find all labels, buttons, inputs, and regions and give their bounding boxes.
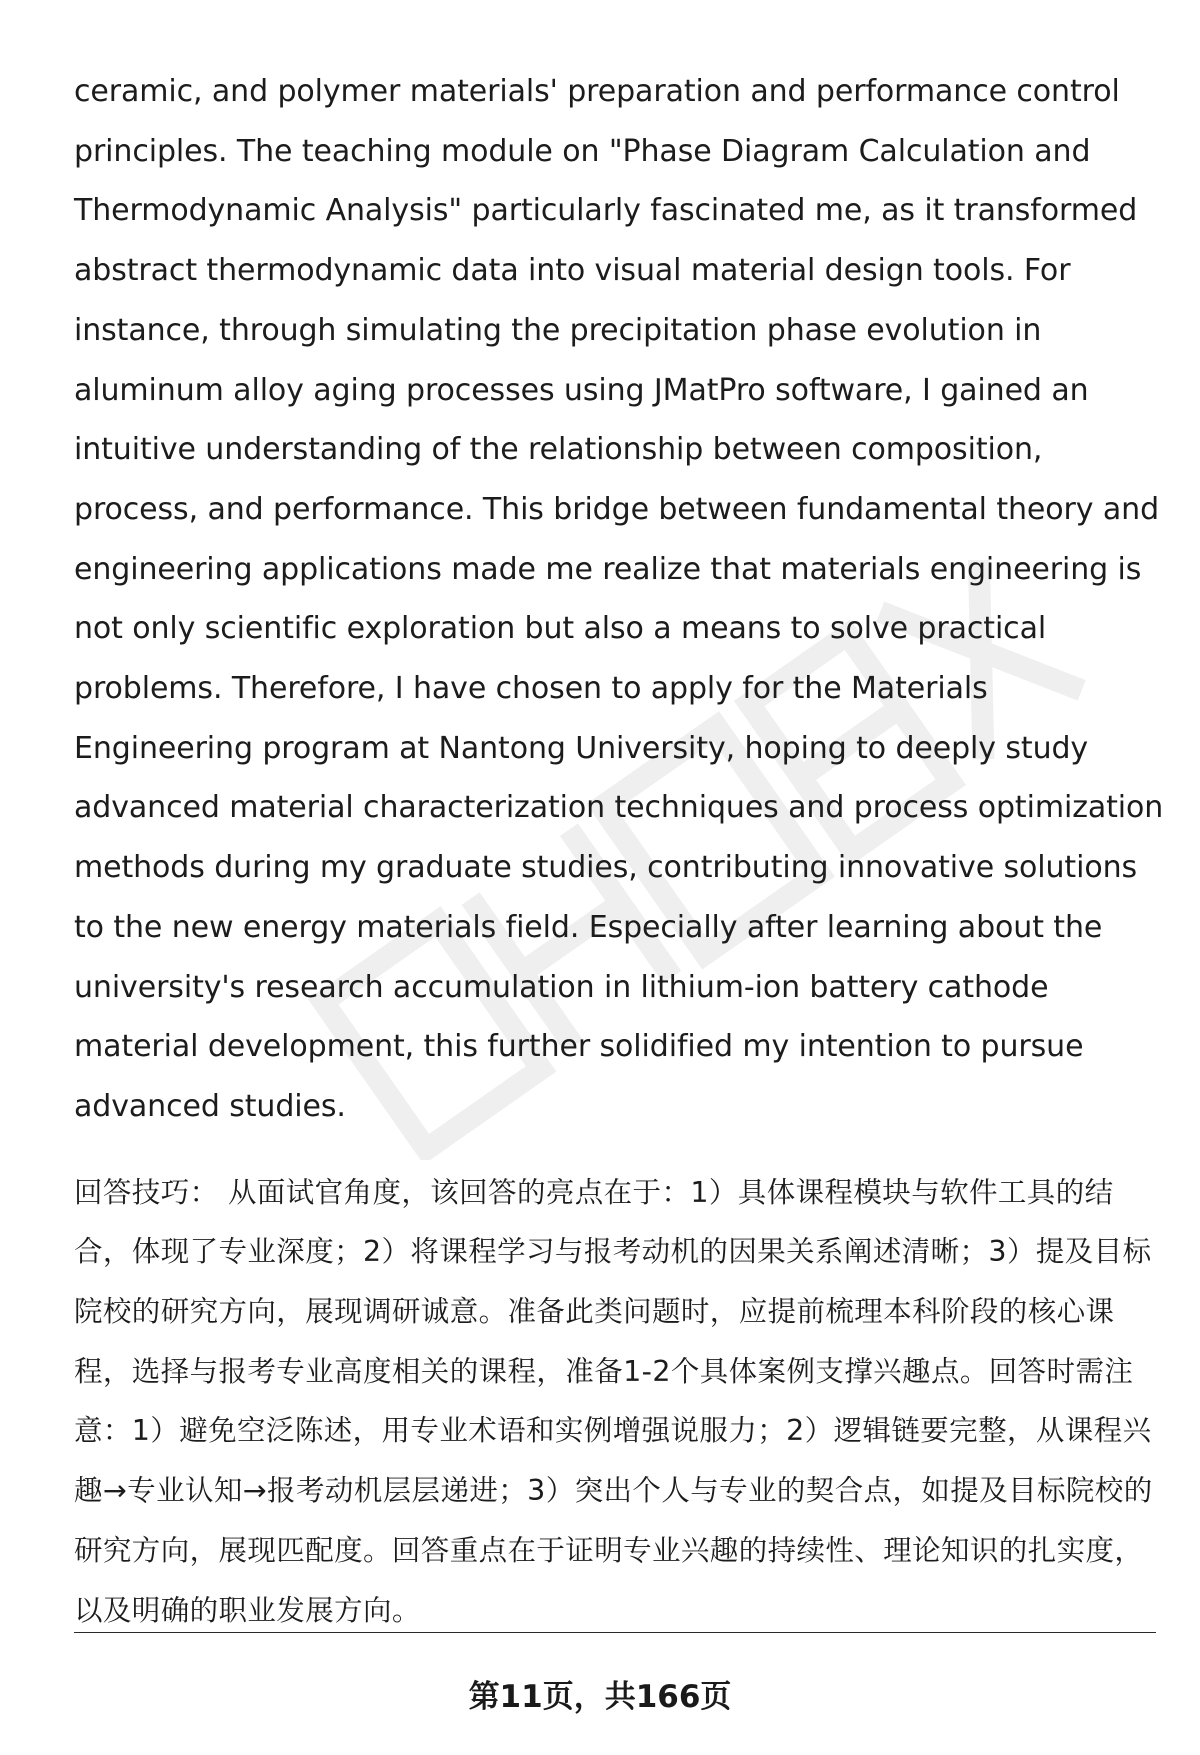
page-number: 第11页，共166页 (468, 1679, 732, 1715)
footer-divider (74, 1632, 1156, 1633)
answer-tips-paragraph: 回答技巧： 从面试官角度，该回答的亮点在于：1）具体课程模块与软件工具的结合，体现了专业深度；2）将课程学习与报考动机的因果关系阐述清晰；3）提及目标院校的研究方向，展现调研诚意。准备此类问题时，应提前梳理本科阶段的核心课程，选择与报考专业高度相关的课程，准备1-2个具体案例支撑兴趣点。回答时需注意：1）避免空泛陈述，用专业术语和实例增强说服力；2）逻辑链要完整，从课程兴趣→专业认知→报考动机层层递进；3）突出个人与专业的契合点，如提及目标院校的研究方向，展现匹配度。回答重点在于证明专业兴趣的持续性、理论知识的扎实度，以及明确的职业发展方向。 (74, 1175, 1153, 1627)
body-paragraph-english: ceramic, and polymer materials' preparation and performance control principles. The teaching module on "Phase Diagram Calculation and Thermodynamic Analysis" particularly fascinated me, as it transformed abstract thermodynamic data into visual material design tools. For instance, through simulating the precipitation phase evolution in aluminum alloy aging processes using JMatPro software, I gained an intuitive understanding of the relationship between composition, process, and performance. This bridge between fundamental theory and engineering applications made me realize that materials engineering is not only scientific exploration but also a means to solve practical problems. Therefore, I have chosen to apply for the Materials Engineering program at Nantong University, hoping to deeply study advanced material characterization techniques and process optimization methods during my graduate studies, contributing innovative solutions to the new energy materials field. Especially after learning about the university's research accumulation in lithium-ion battery cathode material development, this further solidified my intention to pursue advanced studies. (74, 74, 1164, 1124)
page-content (74, 62, 1164, 1640)
